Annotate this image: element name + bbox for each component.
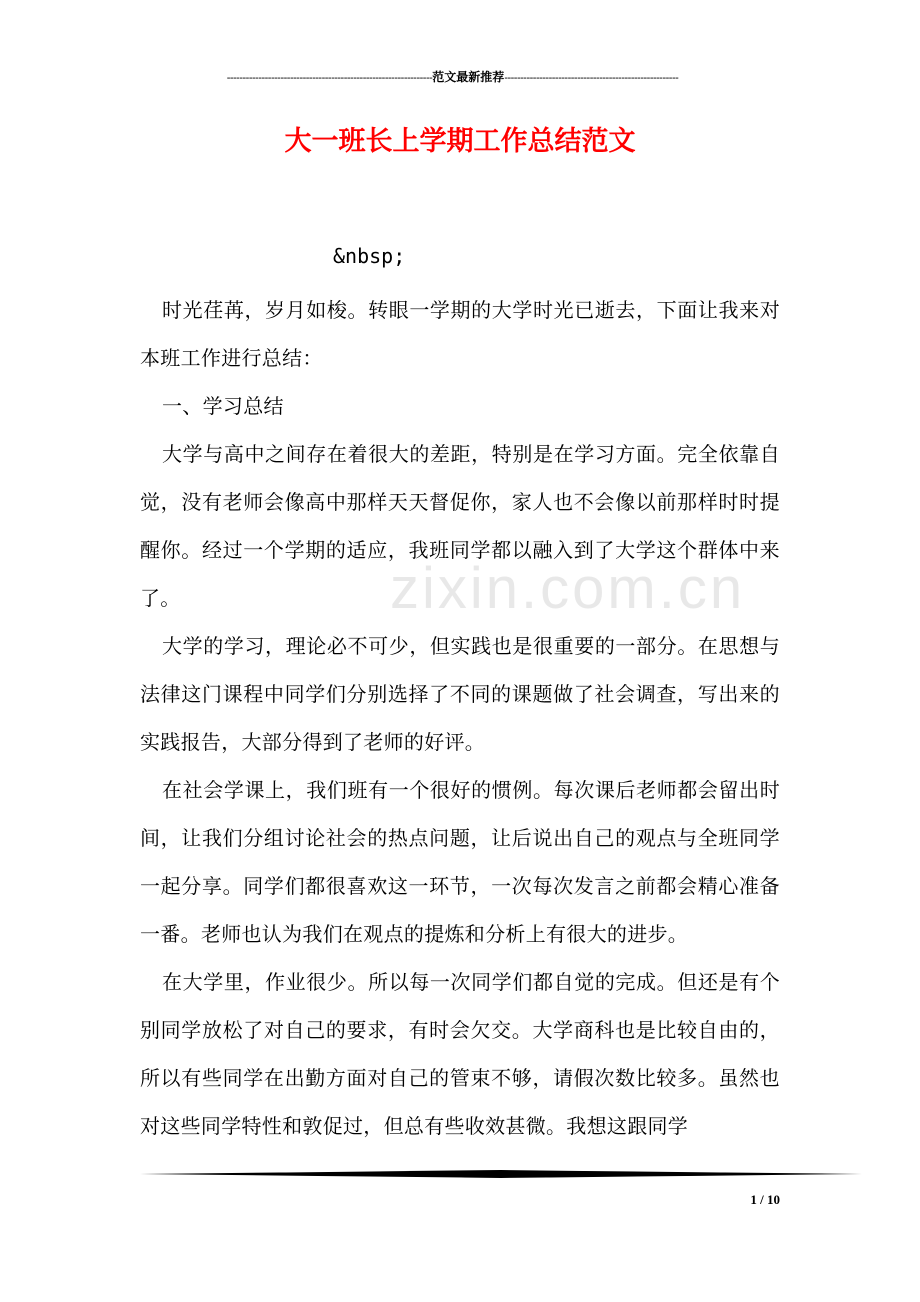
nbsp-text: &nbsp; xyxy=(333,244,406,268)
paragraph: 大学与高中之间存在着很大的差距，特别是在学习方面。完全依靠自觉，没有老师会像高中那样天天督促你，家人也不会像以前那样时时提醒你。经过一个学期的适应，我班同学都以融入到了大学这个群体中来了。 xyxy=(140,442,780,610)
watermark: zixin.com.cn xyxy=(390,556,746,621)
document-body xyxy=(140,286,780,1150)
document-title: 大一班长上学期工作总结范文 xyxy=(284,126,636,157)
header-label: 范文最新推荐 xyxy=(432,70,505,84)
paragraph-intro: 时光荏苒，岁月如梭。转眼一学期的大学时光已逝去，下面让我来对本班工作进行总结： xyxy=(140,298,780,370)
header-dashes-left: ----------------------------------------------------------------- xyxy=(226,72,433,84)
page-number: 1 / 10 xyxy=(750,1192,780,1207)
paragraph: 在社会学课上，我们班有一个很好的惯例。每次课后老师都会留出时间，让我们分组讨论社会的热点问题，让后说出自己的观点与全班同学一起分享。同学们都很喜欢这一环节，一次每次发言之前都会精心准备一番。老师也认为我们在观点的提炼和分析上有很大的进步。 xyxy=(140,778,780,946)
section-heading-study: 一、学习总结 xyxy=(162,394,284,418)
header-dashes-right: ------------------------------------------------------- xyxy=(504,72,679,84)
footer-rule xyxy=(140,1170,862,1178)
paragraph: 大学的学习，理论必不可少，但实践也是很重要的一部分。在思想与法律这门课程中同学们分别选择了不同的课题做了社会调查，写出来的实践报告，大部分得到了老师的好评。 xyxy=(140,634,780,754)
page-header xyxy=(140,67,765,87)
paragraph: 在大学里，作业很少。所以每一次同学们都自觉的完成。但还是有个别同学放松了对自己的要求，有时会欠交。大学商科也是比较自由的，所以有些同学在出勤方面对自己的管束不够，请假次数比较多。虽然也对这些同学特性和敦促过，但总有些收效甚微。我想这跟同学 xyxy=(140,970,780,1138)
